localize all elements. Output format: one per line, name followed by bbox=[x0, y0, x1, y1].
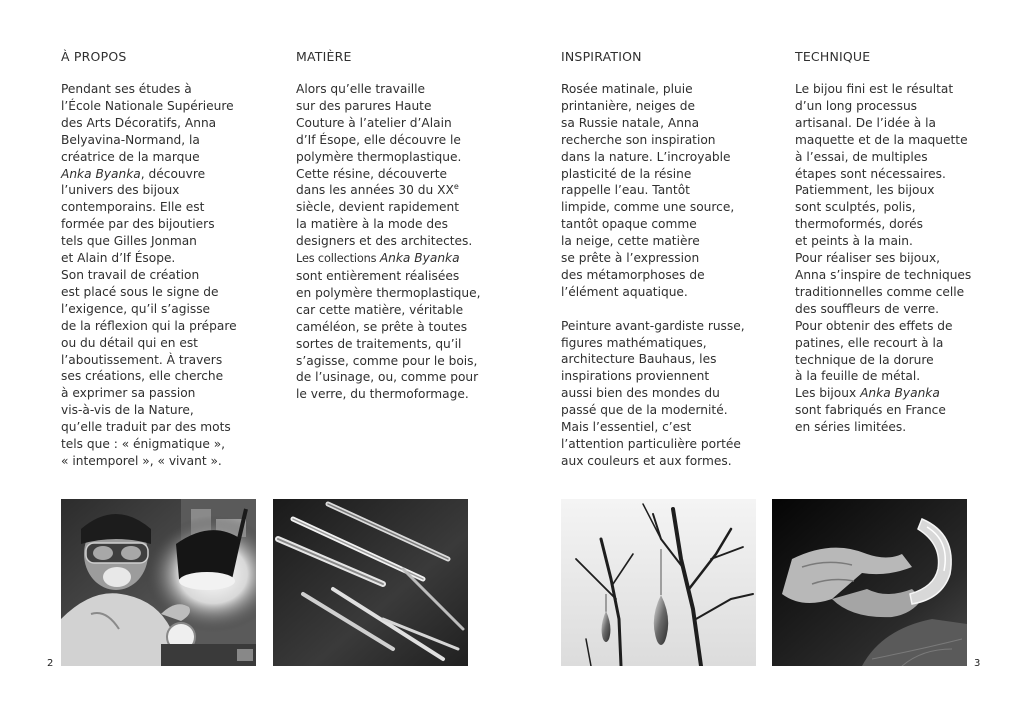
text-line bbox=[296, 216, 516, 233]
text-line bbox=[795, 301, 1015, 318]
text-line bbox=[61, 81, 281, 98]
text-run: Belyavina-Normand, la bbox=[61, 132, 200, 147]
text-run: thermoformés, dorés bbox=[795, 217, 923, 232]
text-line bbox=[795, 352, 1015, 369]
text-line bbox=[296, 386, 516, 403]
text-run: l’univers des bijoux bbox=[61, 183, 180, 198]
text-line bbox=[61, 335, 281, 352]
text-run: ou du détail qui en est bbox=[61, 335, 198, 350]
column-body bbox=[61, 81, 281, 470]
text-run: des métamorphoses de bbox=[561, 267, 705, 282]
text-run: et Alain d’If Ésope. bbox=[61, 251, 176, 266]
text-line bbox=[61, 166, 281, 183]
text-run: Peinture avant-gardiste russe, bbox=[561, 318, 745, 333]
text-run: sont sculptés, polis, bbox=[795, 200, 916, 215]
superscript: e bbox=[453, 182, 459, 192]
text-run: technique de la dorure bbox=[795, 352, 934, 367]
text-line bbox=[61, 368, 281, 385]
text-run: et peints à la main. bbox=[795, 234, 913, 249]
text-line bbox=[61, 284, 281, 301]
column-matiere bbox=[296, 48, 516, 403]
text-run: tels que Gilles Jonman bbox=[61, 234, 197, 249]
text-run: polymère thermoplastique. bbox=[296, 149, 462, 164]
hands-photo-image bbox=[772, 499, 967, 666]
text-run: limpide, comme une source, bbox=[561, 200, 735, 215]
text-run: , découvre bbox=[140, 166, 206, 181]
column-body bbox=[795, 81, 1015, 436]
text-line bbox=[561, 402, 781, 419]
text-line bbox=[795, 115, 1015, 132]
branches-photo-image bbox=[561, 499, 756, 666]
rods-photo-image bbox=[273, 499, 468, 666]
text-line bbox=[296, 319, 516, 336]
column-title-apropos: À PROPOS bbox=[61, 49, 127, 64]
text-run: Anna s’inspire de techniques bbox=[795, 267, 972, 282]
text-run: ses créations, elle cherche bbox=[61, 369, 224, 384]
brand-name: Anka Byanka bbox=[379, 251, 460, 266]
text-run: rappelle l’eau. Tantôt bbox=[561, 183, 690, 198]
text-run: designers et des architectes. bbox=[296, 234, 473, 249]
text-run: en séries limitées. bbox=[795, 420, 907, 435]
text-run: la matière à la mode des bbox=[296, 217, 448, 232]
text-run: tantôt opaque comme bbox=[561, 217, 697, 232]
text-line bbox=[296, 199, 516, 216]
text-line bbox=[61, 419, 281, 436]
text-run: Alors qu’elle travaille bbox=[296, 82, 425, 96]
text-line bbox=[795, 385, 1015, 402]
text-run: se prête à l’expression bbox=[561, 251, 700, 266]
text-line bbox=[795, 132, 1015, 149]
text-line bbox=[561, 419, 781, 436]
text-line bbox=[795, 284, 1015, 301]
text-run: sortes de traitements, qu’il bbox=[296, 336, 462, 351]
text-run: de la réflexion qui la prépare bbox=[61, 318, 237, 333]
text-line bbox=[795, 149, 1015, 166]
page-number-right: 3 bbox=[974, 658, 981, 669]
text-run: aux couleurs et aux formes. bbox=[561, 453, 732, 468]
text-line bbox=[61, 115, 281, 132]
text-run: étapes sont nécessaires. bbox=[795, 166, 946, 181]
text-line bbox=[795, 233, 1015, 250]
page-number-left: 2 bbox=[47, 658, 54, 669]
text-run: printanière, neiges de bbox=[561, 98, 696, 113]
text-run: Son travail de création bbox=[61, 267, 200, 282]
text-run: Rosée matinale, pluie bbox=[561, 82, 693, 96]
column-title-matiere: MATIÈRE bbox=[296, 49, 352, 64]
text-line bbox=[561, 335, 781, 352]
text-line bbox=[61, 453, 281, 470]
text-line bbox=[561, 267, 781, 284]
text-line bbox=[795, 199, 1015, 216]
text-line bbox=[561, 149, 781, 166]
text-line bbox=[561, 132, 781, 149]
text-line bbox=[61, 318, 281, 335]
text-run: tels que : « énigmatique », bbox=[61, 437, 226, 452]
text-run: l’attention particulière portée bbox=[561, 437, 741, 452]
column-title-technique: TECHNIQUE bbox=[795, 49, 871, 64]
text-run: qu’elle traduit par des mots bbox=[61, 420, 231, 435]
text-line bbox=[61, 132, 281, 149]
column-body bbox=[296, 81, 516, 403]
text-run: « intemporel », « vivant ». bbox=[61, 453, 222, 468]
text-run: artisanal. De l’idée à la bbox=[795, 115, 936, 130]
brand-name: Anka Byanka bbox=[860, 386, 940, 401]
text-line bbox=[795, 182, 1015, 199]
text-run: dans les années 30 du XX bbox=[296, 183, 454, 198]
text-run: de l’usinage, ou, comme pour bbox=[296, 370, 479, 385]
photo-workshop bbox=[61, 499, 256, 666]
text-run: à l’essai, de multiples bbox=[795, 149, 928, 164]
text-line bbox=[296, 182, 516, 199]
column-body bbox=[561, 81, 781, 470]
text-line bbox=[61, 250, 281, 267]
text-run: l’École Nationale Supérieure bbox=[61, 98, 234, 113]
text-line bbox=[561, 284, 781, 301]
text-run: plasticité de la résine bbox=[561, 166, 692, 181]
text-line bbox=[795, 98, 1015, 115]
text-line bbox=[296, 166, 516, 183]
text-line bbox=[61, 182, 281, 199]
column-title-inspiration: INSPIRATION bbox=[561, 49, 642, 64]
text-line bbox=[296, 132, 516, 149]
text-run: l’aboutissement. À travers bbox=[61, 352, 223, 367]
text-line bbox=[296, 285, 516, 302]
text-run: passé que de la modernité. bbox=[561, 403, 728, 418]
text-line bbox=[795, 216, 1015, 233]
text-line bbox=[561, 453, 781, 470]
text-run: dans la nature. L’incroyable bbox=[561, 149, 731, 164]
text-line bbox=[61, 233, 281, 250]
text-line bbox=[561, 81, 781, 98]
text-line bbox=[561, 166, 781, 183]
paragraph bbox=[795, 81, 1015, 436]
text-line bbox=[296, 98, 516, 115]
text-run: Mais l’essentiel, c’est bbox=[561, 420, 692, 435]
text-run: recherche son inspiration bbox=[561, 132, 716, 147]
text-line bbox=[296, 81, 516, 98]
text-run: architecture Bauhaus, les bbox=[561, 352, 717, 367]
text-line bbox=[561, 216, 781, 233]
text-run: le verre, du thermoformage. bbox=[296, 387, 469, 402]
text-run: d’If Ésope, elle découvre le bbox=[296, 132, 461, 147]
text-line bbox=[795, 318, 1015, 335]
text-line bbox=[561, 368, 781, 385]
text-line bbox=[296, 149, 516, 166]
text-run: l’exigence, qu’il s’agisse bbox=[61, 301, 211, 316]
text-line bbox=[61, 267, 281, 284]
text-line bbox=[561, 115, 781, 132]
text-line bbox=[61, 301, 281, 318]
text-run: contemporains. Elle est bbox=[61, 200, 205, 215]
text-line bbox=[561, 250, 781, 267]
text-run: figures mathématiques, bbox=[561, 335, 707, 350]
column-apropos bbox=[61, 48, 281, 470]
text-run: en polymère thermoplastique, bbox=[296, 285, 481, 300]
text-run: l’élément aquatique. bbox=[561, 284, 688, 299]
text-line bbox=[795, 419, 1015, 436]
text-line bbox=[561, 318, 781, 335]
text-line bbox=[561, 385, 781, 402]
workshop-photo-image bbox=[61, 499, 256, 666]
paragraph bbox=[561, 81, 781, 301]
photo-branches bbox=[561, 499, 756, 666]
text-run: Couture à l’atelier d’Alain bbox=[296, 115, 452, 130]
text-run: car cette matière, véritable bbox=[296, 302, 464, 317]
photo-rods bbox=[273, 499, 468, 666]
text-run: d’un long processus bbox=[795, 98, 918, 113]
text-run: maquette et de la maquette bbox=[795, 132, 968, 147]
text-line bbox=[561, 182, 781, 199]
column-technique bbox=[795, 48, 1015, 436]
text-line bbox=[795, 81, 1015, 98]
text-run: siècle, devient rapidement bbox=[296, 200, 459, 215]
text-run: caméléon, se prête à toutes bbox=[296, 319, 468, 334]
text-run: des Arts Décoratifs, Anna bbox=[61, 115, 217, 130]
text-run: Cette résine, découverte bbox=[296, 166, 447, 181]
text-run: vis-à-vis de la Nature, bbox=[61, 403, 194, 418]
text-run: Les collections bbox=[296, 252, 380, 266]
text-line bbox=[61, 149, 281, 166]
text-line bbox=[296, 250, 516, 268]
text-line bbox=[61, 402, 281, 419]
text-line bbox=[561, 98, 781, 115]
text-run: la neige, cette matière bbox=[561, 234, 700, 249]
text-run: Les bijoux bbox=[795, 386, 861, 401]
text-line bbox=[795, 402, 1015, 419]
text-run: sa Russie natale, Anna bbox=[561, 115, 700, 130]
text-run: créatrice de la marque bbox=[61, 149, 200, 164]
text-run: Patiemment, les bijoux bbox=[795, 183, 935, 198]
text-run: Pour réaliser ses bijoux, bbox=[795, 251, 941, 266]
paragraph bbox=[296, 81, 516, 403]
text-run: sont entièrement réalisées bbox=[296, 268, 460, 283]
text-run: inspirations proviennent bbox=[561, 369, 710, 384]
text-line bbox=[61, 216, 281, 233]
text-run: Pour obtenir des effets de bbox=[795, 318, 953, 333]
column-inspiration bbox=[561, 48, 781, 470]
text-run: formée par des bijoutiers bbox=[61, 217, 215, 232]
text-run: patines, elle recourt à la bbox=[795, 335, 944, 350]
text-line bbox=[296, 302, 516, 319]
text-run: Le bijou fini est le résultat bbox=[795, 82, 954, 96]
text-line bbox=[561, 436, 781, 453]
text-run: à la feuille de métal. bbox=[795, 369, 921, 384]
text-line bbox=[61, 436, 281, 453]
text-line bbox=[61, 98, 281, 115]
text-line bbox=[296, 268, 516, 285]
text-line bbox=[296, 336, 516, 353]
text-line bbox=[296, 115, 516, 132]
text-line bbox=[561, 199, 781, 216]
text-run: s’agisse, comme pour le bois, bbox=[296, 353, 478, 368]
text-line bbox=[61, 199, 281, 216]
text-line bbox=[296, 369, 516, 386]
text-line bbox=[296, 353, 516, 370]
text-run: traditionnelles comme celle bbox=[795, 284, 965, 299]
text-run: Pendant ses études à bbox=[61, 82, 192, 96]
paragraph bbox=[561, 318, 781, 470]
text-line bbox=[61, 385, 281, 402]
paragraph bbox=[61, 81, 281, 470]
text-line bbox=[296, 233, 516, 250]
text-line bbox=[561, 351, 781, 368]
text-line bbox=[795, 267, 1015, 284]
text-run: à exprimer sa passion bbox=[61, 386, 196, 401]
text-line bbox=[795, 250, 1015, 267]
text-run: est placé sous le signe de bbox=[61, 284, 219, 299]
brand-name: Anka Byanka bbox=[61, 166, 141, 181]
text-line bbox=[561, 233, 781, 250]
text-run: sont fabriqués en France bbox=[795, 403, 946, 418]
text-run: sur des parures Haute bbox=[296, 98, 432, 113]
text-run: des souffleurs de verre. bbox=[795, 301, 939, 316]
text-line bbox=[795, 166, 1015, 183]
text-line bbox=[795, 335, 1015, 352]
photo-hands bbox=[772, 499, 967, 666]
text-line bbox=[61, 352, 281, 369]
text-run: aussi bien des mondes du bbox=[561, 386, 720, 401]
text-line bbox=[795, 368, 1015, 385]
